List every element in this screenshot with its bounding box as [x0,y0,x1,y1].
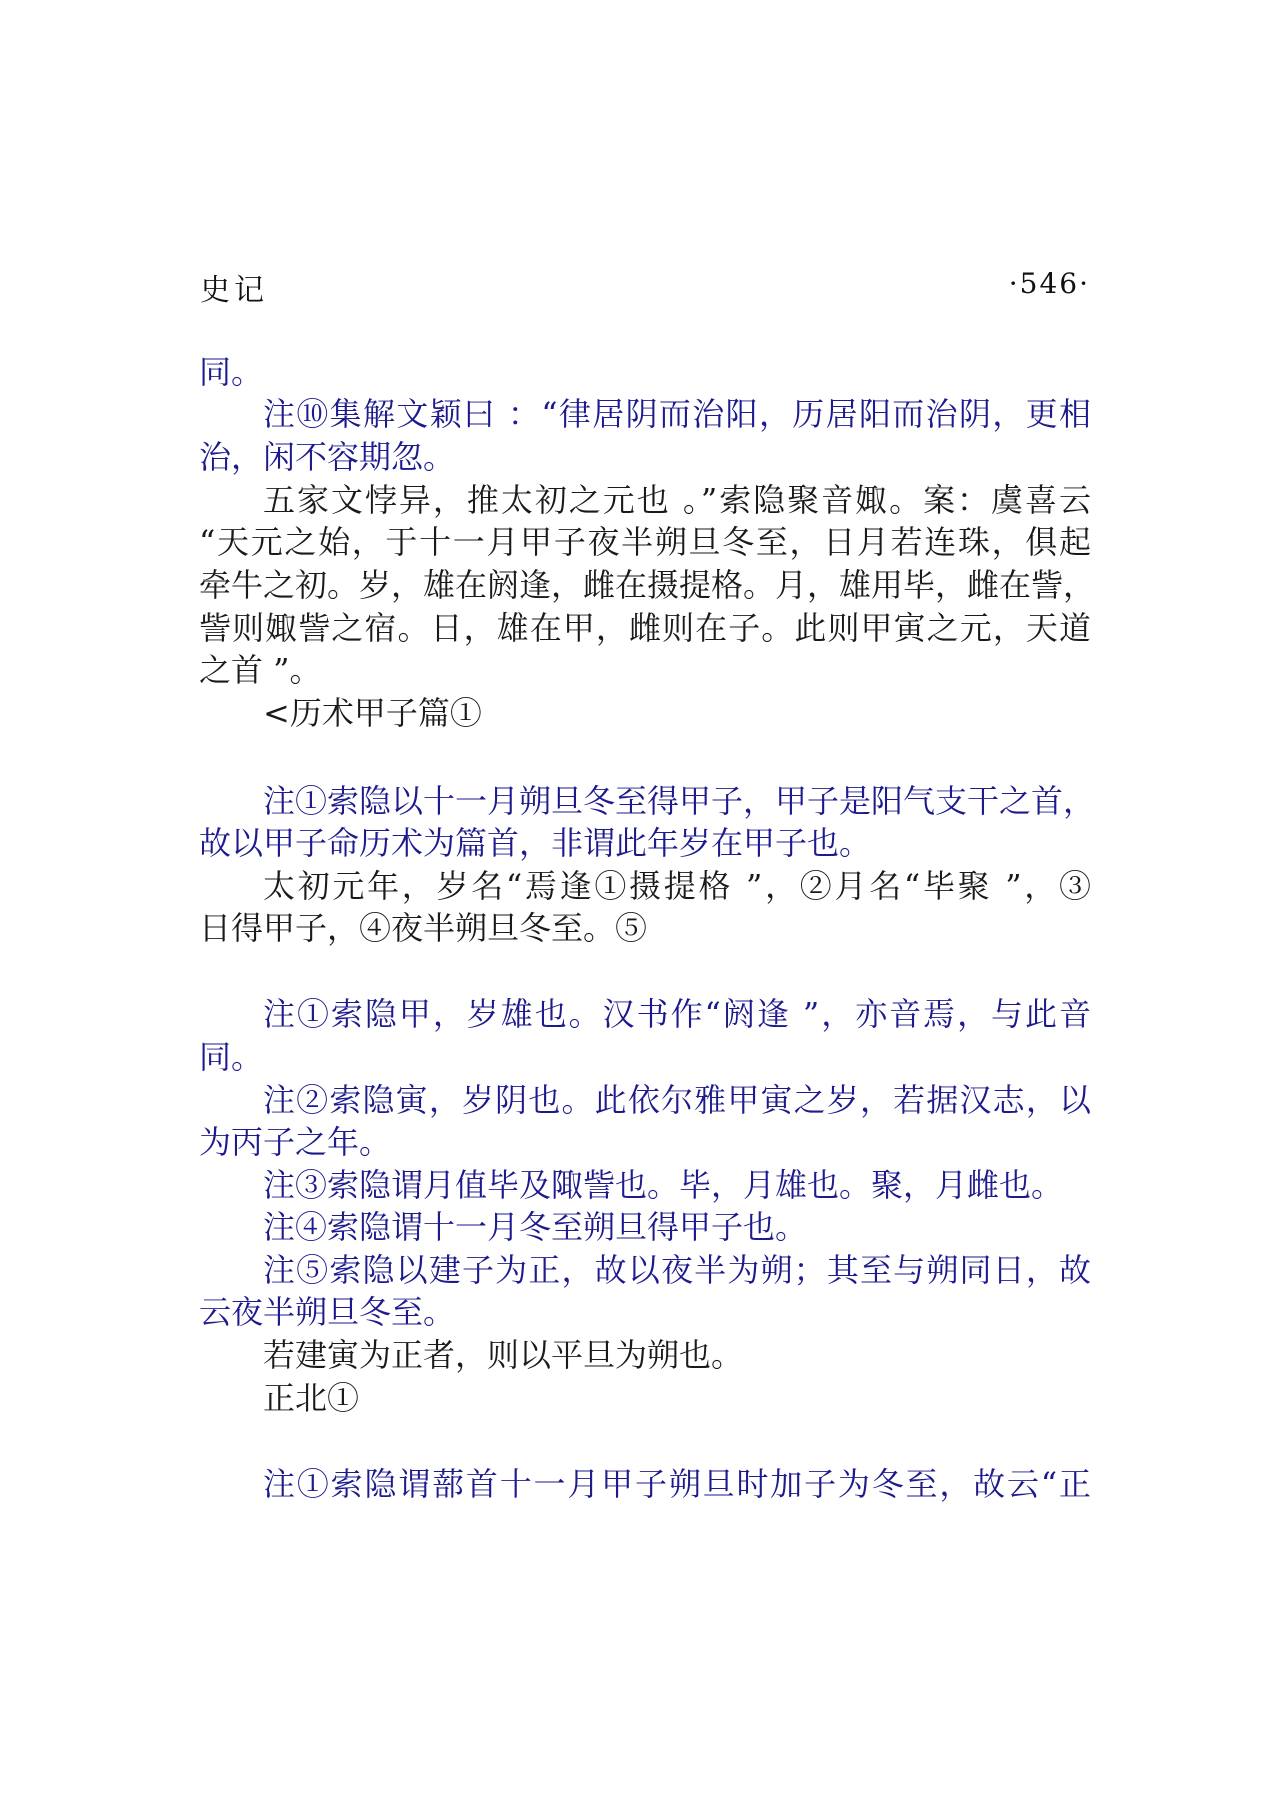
text-line: “天元之始，于十一月甲子夜半朔旦冬至，日月若连珠，俱起 [199,523,1091,561]
text-line: 之首 ”。 [199,651,322,689]
text-line: 同。 [199,353,264,391]
text-line: <历术甲子篇① [263,694,482,732]
text-line: 注③索隐谓月值毕及陬訾也。毕，月雄也。聚，月雌也。 [263,1166,1064,1204]
text-line: 若建寅为正者，则以平旦为朔也。 [263,1336,744,1374]
text-line: 太初元年，岁名“焉逢①摄提格 ”，②月名“毕聚 ”，③ [263,867,1091,905]
text-line: 同。 [199,1038,264,1076]
text-line: 注①索隐谓蔀首十一月甲子朔旦时加子为冬至，故云“正 [263,1465,1091,1503]
text-line: 注①索隐以十一月朔旦冬至得甲子，甲子是阳气支干之首， [263,782,1096,820]
book-title: 史记 [200,273,268,308]
text-line: 云夜半朔旦冬至。 [199,1293,456,1331]
text-line: 治，闲不容期忽。 [199,438,456,476]
text-line: 故以甲子命历术为篇首，非谓此年岁在甲子也。 [199,824,872,862]
text-line: 为丙子之年。 [199,1123,392,1161]
text-line: 注⑤索隐以建子为正，故以夜半为朔；其至与朔同日，故 [263,1251,1091,1289]
text-line: 五家文悖异，推太初之元也 。”索隐聚音娵。案：虞喜云 [263,481,1091,519]
text-line: 注⑩集解文颖曰 ：“律居阴而治阳，历居阳而治阴，更相 [263,395,1091,433]
page-number: ·546· [1008,267,1090,300]
text-line: 牵牛之初。岁，雄在阏逢，雌在摄提格。月，雄用毕，雌在訾， [199,566,1096,604]
text-line: 注①索隐甲，岁雄也。汉书作“阏逢 ”，亦音焉，与此音 [263,995,1091,1033]
text-line: 注④索隐谓十一月冬至朔旦得甲子也。 [263,1208,808,1246]
text-line: 正北① [263,1379,360,1417]
text-line: 日得甲子，④夜半朔旦冬至。⑤ [199,909,648,947]
text-line: 注②索隐寅，岁阴也。此依尔雅甲寅之岁，若据汉志，以 [263,1081,1091,1119]
text-line: 訾则娵訾之宿。日，雄在甲，雌则在子。此则甲寅之元，天道 [199,609,1091,647]
